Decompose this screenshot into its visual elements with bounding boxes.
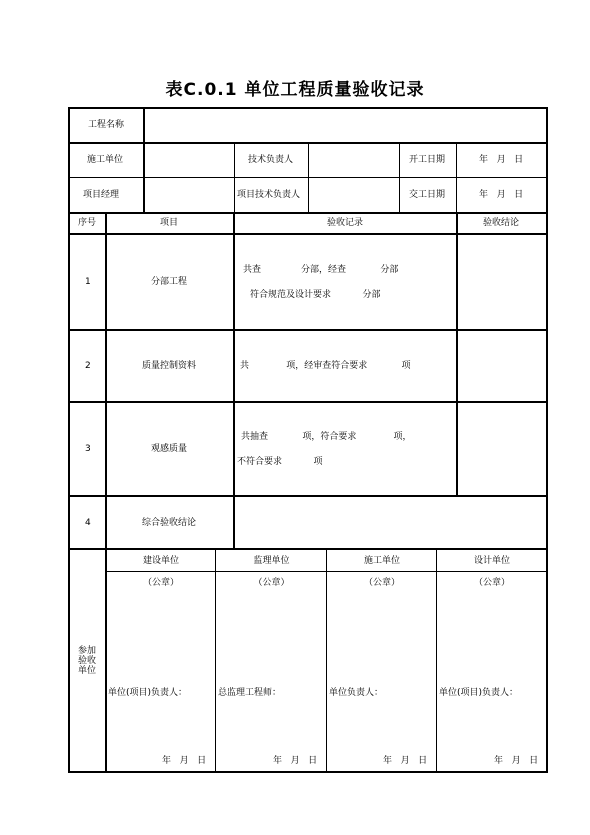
row-item: 质量控制资料: [142, 361, 197, 371]
project-tech-lead-label: 项目技术负责人: [237, 190, 301, 200]
row-divider: [68, 548, 548, 550]
col-divider: [234, 142, 235, 213]
participant-unit-name: 监理单位: [253, 556, 290, 566]
row-record-line: 符合规范及设计要求 分部: [250, 290, 381, 300]
page-title: 表C.0.1 单位工程质量验收记录: [165, 80, 425, 100]
participant-unit-name: 设计单位: [473, 556, 510, 566]
signer-label: 单位(项目)负责人：: [108, 688, 188, 698]
col-divider: [456, 142, 457, 213]
start-date-value: 年 月 日: [479, 155, 524, 165]
signer-label: 单位(项目)负责人：: [439, 688, 519, 698]
column-header-item: 项目: [160, 218, 179, 228]
col-divider: [456, 212, 458, 496]
signer-label: 单位负责人：: [329, 688, 384, 698]
col-divider: [105, 212, 107, 772]
signer-label: 总监理工程师：: [218, 688, 282, 698]
col-divider: [233, 212, 235, 549]
row-record-line: 不符合要求 项: [237, 457, 323, 467]
project-manager-label: 项目经理: [83, 190, 120, 200]
sign-date: 年 月 日: [273, 756, 318, 766]
participant-unit-name: 建设单位: [142, 556, 179, 566]
project-name-label: 工程名称: [88, 120, 125, 130]
participant-unit-name: 施工单位: [363, 556, 400, 566]
column-header-record: 验收记录: [327, 218, 364, 228]
row-seq: 1: [85, 277, 91, 287]
sign-date: 年 月 日: [162, 756, 207, 766]
row-item: 综合验收结论: [142, 518, 197, 528]
official-seal: （公章）: [253, 578, 290, 588]
table-border-left: [68, 107, 70, 773]
sign-date: 年 月 日: [383, 756, 428, 766]
table-border-right: [546, 107, 548, 773]
col-divider: [308, 142, 309, 213]
row-seq: 3: [85, 444, 91, 454]
handover-date-label: 交工日期: [409, 190, 446, 200]
row-record-line: 共抽查 项，符合要求 项，: [241, 432, 412, 442]
row-divider: [68, 233, 548, 235]
table-border-top: [68, 107, 548, 109]
start-date-label: 开工日期: [409, 155, 446, 165]
row-divider: [68, 329, 548, 331]
col-divider: [399, 142, 400, 213]
row-divider: [68, 401, 548, 403]
construction-unit-label: 施工单位: [87, 155, 124, 165]
row-record-line: 共 项，经审查符合要求 项: [240, 361, 411, 371]
tech-lead-label: 技术负责人: [248, 155, 294, 165]
row-item: 分部工程: [151, 277, 188, 287]
col-divider: [143, 107, 145, 213]
column-header-conclusion: 验收结论: [483, 218, 520, 228]
participants-label: 参加 验收 单位: [77, 646, 96, 676]
row-seq: 4: [85, 518, 91, 528]
sign-date: 年 月 日: [494, 756, 539, 766]
row-item: 观感质量: [151, 444, 188, 454]
handover-date-value: 年 月 日: [479, 190, 524, 200]
official-seal: （公章）: [363, 578, 400, 588]
row-divider: [68, 495, 548, 497]
row-seq: 2: [85, 361, 91, 371]
official-seal: （公章）: [142, 578, 179, 588]
row-record-line: 共查 分部，经查 分部: [243, 265, 399, 275]
table-border-bottom: [68, 771, 548, 773]
column-header-seq: 序号: [78, 218, 97, 228]
official-seal: （公章）: [473, 578, 510, 588]
